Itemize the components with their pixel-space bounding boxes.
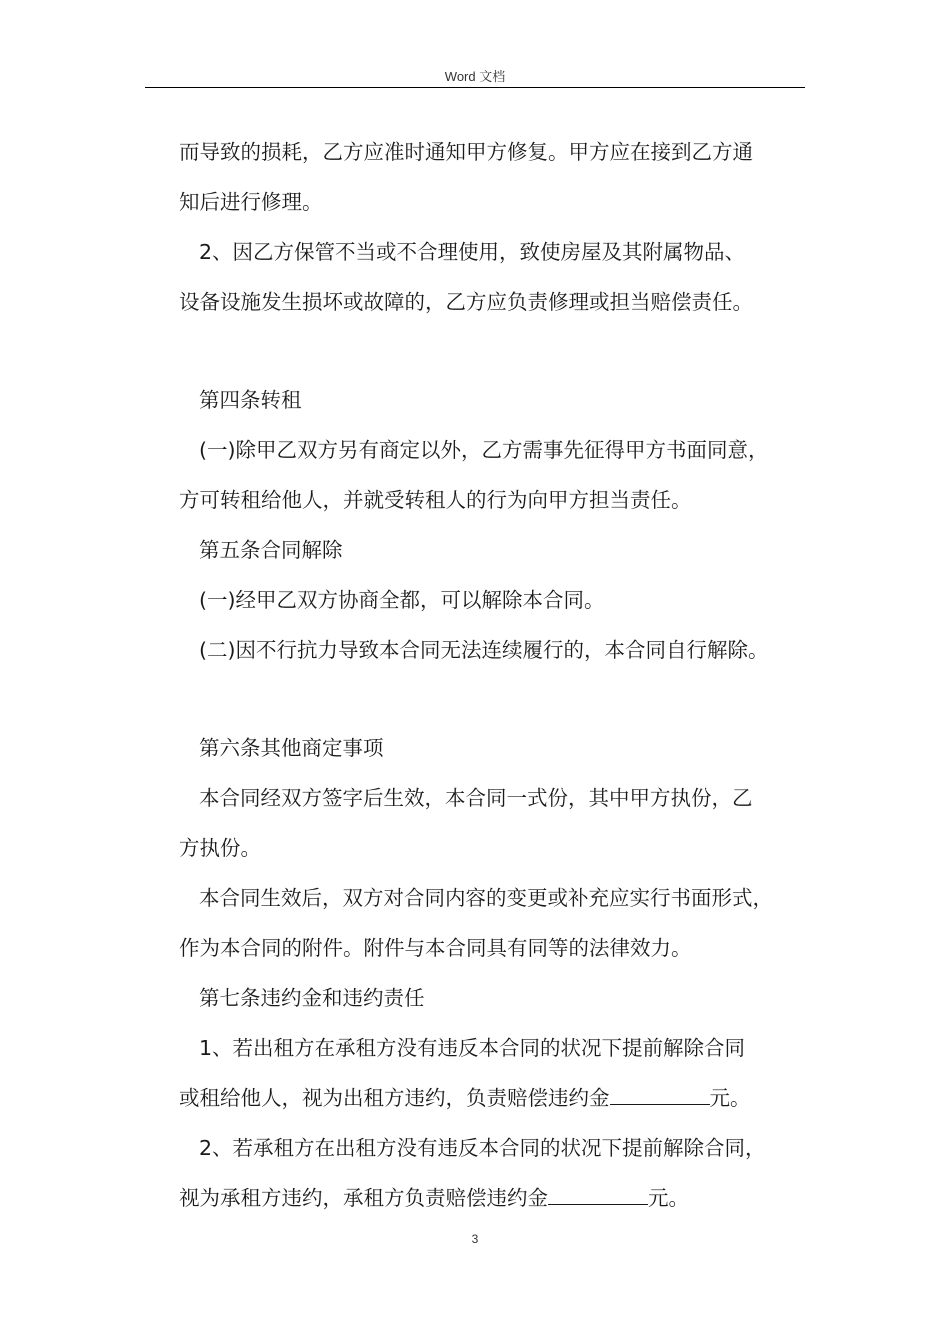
text-line: 方可转租给他人，并就受转租人的行为向甲方担当责任。 [179,488,692,512]
text-line: 知后进行修理。 [179,190,323,214]
text-line: 本合同生效后，双方对合同内容的变更或补充应实行书面形式， [199,886,773,910]
text-line: 作为本合同的附件。附件与本合同具有同等的法律效力。 [179,936,692,960]
text-line: 1、若出租方在承租方没有违反本合同的状况下提前解除合同 [199,1036,746,1060]
text-line: (一)除甲乙双方另有商定以外，乙方需事先征得甲方书面同意， [199,438,769,462]
penalty-text: 视为承租方违约，承租方负责赔偿违约金 [179,1186,548,1210]
text-line: 而导致的损耗，乙方应准时通知甲方修复。甲方应在接到乙方通 [179,140,753,164]
section-heading: 第六条其他商定事项 [199,736,384,760]
page-header: Word 文档 [444,69,506,84]
text-line: 设备设施发生损坏或故障的，乙方应负责修理或担当赔偿责任。 [179,290,753,314]
penalty-unit: 元。 [648,1186,689,1210]
section-heading: 第七条违约金和违约责任 [199,986,425,1010]
amount-blank [548,1184,648,1205]
text-line: (二)因不行抗力导致本合同无法连续履行的，本合同自行解除。 [199,638,769,662]
penalty-line-2 [179,1184,819,1212]
penalty-text: 或租给他人，视为出租方违约，负责赔偿违约金 [179,1086,610,1110]
text-line: 2、若承租方在出租方没有违反本合同的状况下提前解除合同， [199,1136,766,1160]
header-divider [145,87,805,88]
text-line: 2、因乙方保管不当或不合理使用，致使房屋及其附属物品、 [199,240,746,264]
text-line: (一)经甲乙双方协商全都，可以解除本合同。 [199,588,605,612]
section-heading: 第五条合同解除 [199,538,343,562]
page-number: 3 [471,1232,479,1246]
text-line: 方执份。 [179,836,261,860]
penalty-line-1 [179,1084,819,1112]
text-line: 本合同经双方签字后生效，本合同一式份，其中甲方执份，乙 [199,786,753,810]
penalty-unit: 元。 [709,1086,751,1110]
amount-blank [610,1084,710,1105]
section-heading: 第四条转租 [199,388,302,412]
